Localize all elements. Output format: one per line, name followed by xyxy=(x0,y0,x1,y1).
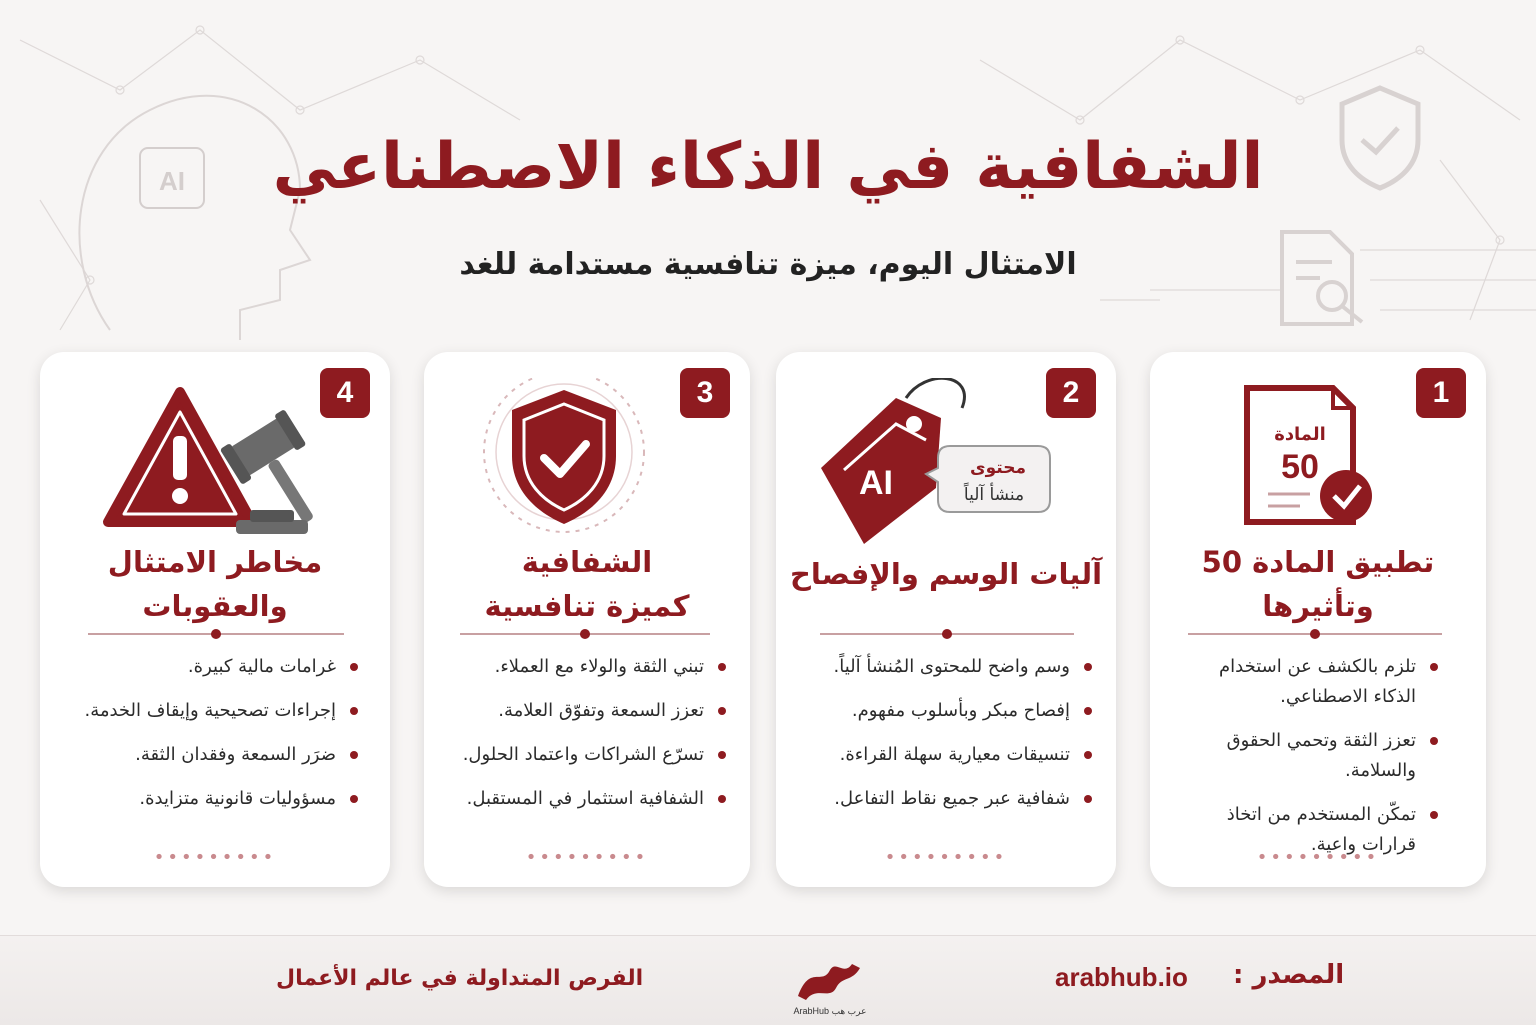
list-item: تسرّع الشراكات واعتماد الحلول. xyxy=(436,740,732,770)
list-item: وسم واضح للمحتوى المُنشأ آلياً. xyxy=(788,652,1098,682)
footer xyxy=(0,935,1536,1025)
logo-text-en: ArabHub xyxy=(793,1006,830,1016)
svg-text:منشأ آلياً: منشأ آلياً xyxy=(963,485,1025,505)
svg-text:AI: AI xyxy=(859,464,893,502)
tagline: الفرص المتداولة في عالم الأعمال xyxy=(276,966,644,991)
card-title: آليات الوسم والإفصاح xyxy=(789,557,1103,591)
shield-check-icon xyxy=(424,378,750,548)
list-item: تمكّن المستخدم من اتخاذ قرارات واعية. xyxy=(1184,800,1444,860)
svg-text:المادة: المادة xyxy=(1274,424,1326,445)
svg-text:محتوى: محتوى xyxy=(970,458,1026,478)
source-domain-link[interactable]: arabhub.io xyxy=(1055,962,1188,992)
page-title: الشفافية في الذكاء الاصطناعي xyxy=(272,130,1264,204)
card-labeling-disclosure xyxy=(776,352,1116,887)
arabhub-logo xyxy=(780,956,880,1022)
divider xyxy=(460,633,710,635)
warning-gavel-icon xyxy=(40,378,390,548)
card-number-badge: 1 xyxy=(1416,368,1466,418)
card-article-50 xyxy=(1150,352,1486,887)
divider xyxy=(820,633,1074,635)
list-item: شفافية عبر جميع نقاط التفاعل. xyxy=(788,784,1098,814)
card-bullets xyxy=(436,652,732,828)
list-item: تبني الثقة والولاء مع العملاء. xyxy=(436,652,732,682)
list-item: الشفافية استثمار في المستقبل. xyxy=(436,784,732,814)
decorative-dots: ••••••••• xyxy=(884,847,1008,868)
card-number-badge: 2 xyxy=(1046,368,1096,418)
source-label: المصدر : xyxy=(1233,960,1345,990)
card-bullets xyxy=(788,652,1098,828)
card-competitive-advantage xyxy=(424,352,750,887)
list-item: إفصاح مبكر وبأسلوب مفهوم. xyxy=(788,696,1098,726)
card-number-badge: 3 xyxy=(680,368,730,418)
page-subtitle: الامتثال اليوم، ميزة تنافسية مستدامة للغد xyxy=(459,247,1077,282)
list-item: مسؤوليات قانونية متزايدة. xyxy=(64,784,364,814)
list-item: تعزز الثقة وتحمي الحقوق والسلامة. xyxy=(1184,726,1444,786)
card-title: مخاطر الامتثال والعقوبات xyxy=(107,545,323,623)
logo-text: عرب هب xyxy=(831,1006,867,1016)
card-title: الشفافية كميزة تنافسية xyxy=(484,545,690,623)
decorative-dots: ••••••••• xyxy=(525,847,649,868)
list-item: تلزم بالكشف عن استخدام الذكاء الاصطناعي. xyxy=(1184,652,1444,712)
ai-tag-icon xyxy=(776,378,1116,548)
list-item: إجراءات تصحيحية وإيقاف الخدمة. xyxy=(64,696,364,726)
list-item: ضرَر السمعة وفقدان الثقة. xyxy=(64,740,364,770)
svg-text:50: 50 xyxy=(1281,448,1319,486)
card-bullets xyxy=(64,652,364,828)
card-compliance-risks xyxy=(40,352,390,887)
list-item: غرامات مالية كبيرة. xyxy=(64,652,364,682)
card-title: تطبيق المادة 50 وتأثيرها xyxy=(1201,545,1435,623)
logo-mark-icon xyxy=(780,956,880,1006)
card-number-badge: 4 xyxy=(320,368,370,418)
decorative-dots: ••••••••• xyxy=(153,847,277,868)
divider xyxy=(88,633,344,635)
divider xyxy=(1188,633,1442,635)
decorative-dots: ••••••••• xyxy=(1256,847,1380,868)
svg-text:AI: AI xyxy=(159,166,185,196)
list-item: تعزز السمعة وتفوّق العلامة. xyxy=(436,696,732,726)
list-item: تنسيقات معيارية سهلة القراءة. xyxy=(788,740,1098,770)
card-bullets xyxy=(1184,652,1444,874)
document-check-icon xyxy=(1150,378,1486,548)
